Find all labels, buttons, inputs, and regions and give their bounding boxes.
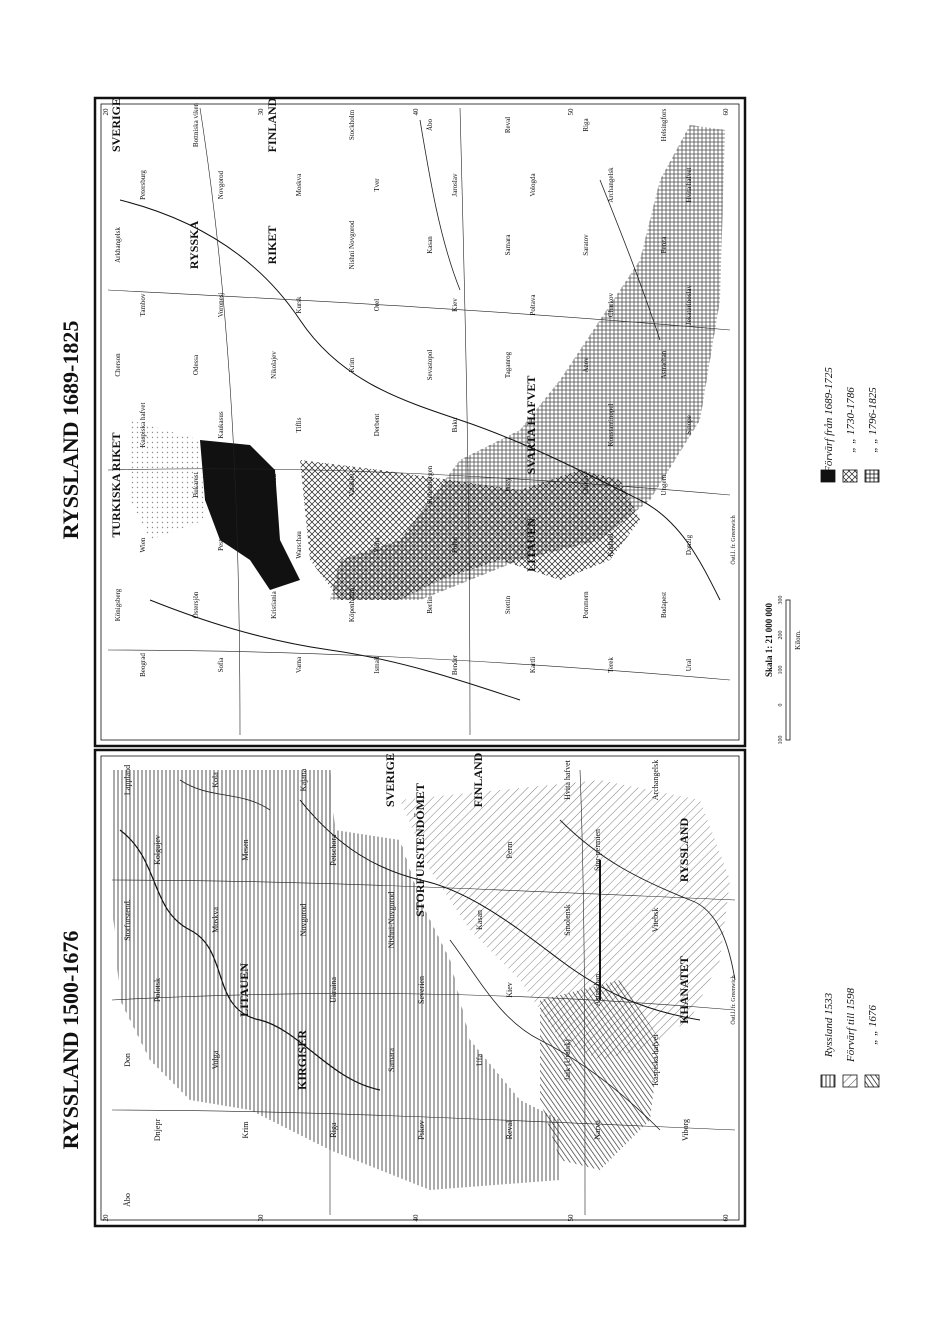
scale-bar bbox=[786, 600, 790, 740]
map-label: Stor-permien bbox=[593, 828, 602, 872]
map-label: Moldau bbox=[270, 474, 278, 496]
grid-label: 60 bbox=[722, 108, 730, 116]
map-label: Petschora bbox=[329, 834, 338, 866]
map-label: Novgorod bbox=[217, 170, 225, 200]
map-label: Kurland bbox=[607, 533, 615, 557]
legend-swatch bbox=[865, 1075, 879, 1087]
legend-swatch bbox=[843, 1075, 857, 1087]
map-label: Sofia bbox=[217, 657, 225, 673]
map-label: Astrachan bbox=[660, 350, 668, 380]
map-label: Kursk bbox=[295, 296, 303, 314]
map-label: Berlin bbox=[426, 596, 434, 614]
map-label: Stockholm bbox=[348, 109, 356, 141]
map-label: Beograd bbox=[139, 653, 147, 677]
map-label: Nikolajev bbox=[270, 351, 278, 379]
legend-swatch bbox=[843, 470, 857, 482]
map-label: Nishni Novgorod bbox=[348, 220, 356, 270]
map-label: Samara bbox=[504, 234, 512, 256]
map-label: Pskov bbox=[417, 1120, 426, 1140]
map-label: Vitebsk bbox=[651, 907, 660, 933]
map-label: Moskva bbox=[211, 907, 220, 933]
map-label: LITAUEN bbox=[237, 963, 251, 1017]
legend-label: „ „ 1796-1825 bbox=[867, 387, 879, 453]
map-label: Perm bbox=[505, 841, 514, 859]
grid-label: 50 bbox=[567, 108, 575, 116]
map-label: Krim bbox=[348, 357, 356, 373]
map-label: Östersjön bbox=[192, 591, 200, 619]
map-label: Kaukasus bbox=[217, 411, 225, 439]
map-label: Archangelsk bbox=[607, 167, 615, 203]
map-label: TURKISKA RIKET bbox=[109, 432, 123, 538]
map-label: Voronesj bbox=[217, 292, 225, 318]
grid-label: 20 bbox=[102, 1214, 110, 1222]
map-label: Kola bbox=[211, 772, 220, 788]
map-label: Smolensk bbox=[563, 904, 572, 936]
map-label: Kajana bbox=[299, 768, 308, 792]
map-label: Arkhangelsk bbox=[114, 227, 122, 263]
map-label: Moskva bbox=[295, 173, 303, 197]
map-label: RYSSLAND bbox=[677, 817, 691, 883]
map-label: Storfurstend. bbox=[123, 899, 132, 941]
map-label: Jaik (Uralsk) bbox=[563, 1039, 572, 1081]
map-label: Danzig bbox=[685, 534, 693, 556]
map-label: Severien bbox=[417, 976, 426, 1004]
map-label: Bottniska viken bbox=[192, 102, 200, 148]
grid-label: 20 bbox=[102, 108, 110, 116]
map-label: Åbo bbox=[123, 1193, 132, 1207]
map-label: Hvita hafvet bbox=[563, 760, 572, 800]
map-label: Viborg bbox=[681, 1118, 690, 1142]
map-label: Budapest bbox=[660, 591, 668, 619]
map-label: Dnjepr bbox=[153, 1118, 162, 1142]
map-label: Sinope bbox=[685, 415, 693, 435]
map-label: Krim bbox=[241, 1121, 250, 1139]
map-label: Astrachan bbox=[593, 973, 602, 1007]
map-label: Åbo bbox=[426, 118, 434, 132]
map-label: RYSSKA bbox=[187, 220, 201, 270]
map-label: Konstantinopel bbox=[607, 403, 615, 447]
map-label: Bukarest bbox=[192, 472, 200, 498]
map-label: RIKET bbox=[265, 225, 279, 265]
map-label: LITAUEN bbox=[524, 518, 538, 572]
map-label: Orel bbox=[373, 298, 381, 312]
map-label: Kaspiska hafvet bbox=[139, 402, 147, 448]
map-label: Königsberg bbox=[114, 588, 122, 622]
map-label: Riga bbox=[582, 118, 590, 132]
map-label: Tambov bbox=[139, 293, 147, 317]
map-label: Stettin bbox=[504, 595, 512, 615]
map-label: FINLAND bbox=[265, 97, 279, 153]
legend-swatch bbox=[865, 470, 879, 482]
map-title: RYSSLAND 1689-1825 bbox=[58, 320, 83, 540]
map-label: Nishni-Novgorod bbox=[387, 891, 396, 949]
map-label: Pommern bbox=[582, 591, 590, 619]
map-label: Wien bbox=[139, 537, 147, 553]
map-label: Ismail bbox=[373, 656, 381, 674]
legend-swatch bbox=[821, 1075, 835, 1087]
map-label: SVERIGE bbox=[109, 97, 123, 153]
scale-title: Skala 1: 21 000 000 bbox=[764, 602, 774, 678]
grid-label: 30 bbox=[257, 108, 265, 116]
map-label: Warschau bbox=[295, 531, 303, 559]
map-label: Volga bbox=[211, 1050, 220, 1070]
map-label: Helsingfors bbox=[660, 108, 668, 142]
scale-tick: 200 bbox=[778, 630, 784, 640]
map-label: FINLAND bbox=[471, 752, 485, 808]
grid-label: 30 bbox=[257, 1214, 265, 1222]
map-label: KHANATET bbox=[677, 956, 691, 1024]
map-label: Kolgujev bbox=[153, 835, 162, 865]
map-label: Siebenbürgen bbox=[426, 465, 434, 505]
map-label: Archangelsk bbox=[651, 759, 660, 801]
map-label: Valakiet bbox=[348, 473, 356, 497]
map-label: Kiev bbox=[451, 298, 459, 312]
legend-label: „ „ 1730-1786 bbox=[845, 387, 857, 453]
map-label: Mesen bbox=[241, 839, 250, 861]
grid-label: 40 bbox=[412, 108, 420, 116]
map-label: Polen bbox=[451, 537, 459, 553]
legend-label: Ryssland 1533 bbox=[823, 992, 835, 1058]
map-label: Köpenhamn bbox=[348, 587, 356, 623]
legend-label: Förvärf från 1689-1725 bbox=[823, 367, 835, 473]
map-label: Poltava bbox=[529, 294, 537, 316]
map-label: Kiev bbox=[505, 982, 514, 998]
map-label: Hvita hafvet bbox=[685, 167, 693, 203]
map-label: STORFURSTENDÖMET bbox=[413, 783, 427, 917]
map-label: Penza bbox=[660, 236, 668, 254]
map-1689-1825 bbox=[95, 98, 745, 746]
map-label: Charkov bbox=[607, 292, 615, 318]
map-label: Riga bbox=[329, 1122, 338, 1138]
map-label: Cherson bbox=[114, 353, 122, 377]
map-label: Varna bbox=[295, 656, 303, 674]
map-label: Reval bbox=[504, 116, 512, 134]
map-title: RYSSLAND 1500-1676 bbox=[58, 930, 83, 1150]
map-label: Ungern bbox=[660, 474, 668, 496]
map-label: Chotin bbox=[582, 475, 590, 495]
scale-tick: 300 bbox=[778, 595, 784, 605]
map-label: Don bbox=[123, 1053, 132, 1067]
legend-label: Förvärf till 1598 bbox=[845, 988, 857, 1062]
map-label: Vilna bbox=[373, 537, 381, 553]
map-label: Vologda bbox=[529, 173, 537, 197]
map-label: Samara bbox=[387, 1048, 396, 1072]
map-label: Kaspiska hafvet bbox=[651, 1034, 660, 1086]
greenwich-note: Östl.l. fr. Greenwich bbox=[731, 515, 737, 565]
scale-tick: 100 bbox=[778, 735, 784, 745]
map-label: Tiflis bbox=[295, 417, 303, 433]
map-label: KIRGISER bbox=[295, 1029, 309, 1091]
map-label: Tver bbox=[373, 178, 381, 192]
map-label: Narva bbox=[593, 1120, 602, 1140]
map-label: Azov bbox=[582, 357, 590, 373]
map-label: Baku bbox=[451, 417, 459, 433]
map-label: Kristiania bbox=[270, 591, 278, 619]
map-label: Jaroslav bbox=[451, 173, 459, 197]
map-label: Kasan bbox=[426, 236, 434, 254]
scale-unit: Kilom. bbox=[794, 630, 802, 650]
map-label: Odessa bbox=[192, 354, 200, 376]
legend-label: „ „ 1676 bbox=[867, 1005, 879, 1045]
grid-label: 40 bbox=[412, 1214, 420, 1222]
map-label: Petersburg bbox=[139, 170, 147, 200]
map-label: SVERIGE bbox=[383, 752, 397, 808]
map-label: Terek bbox=[607, 657, 615, 673]
map-label: Kartli bbox=[529, 656, 537, 674]
map-label: Saratov bbox=[582, 234, 590, 256]
map-label: Reval bbox=[505, 1120, 514, 1140]
map-label: Ural bbox=[685, 658, 693, 672]
scale-tick: 0 bbox=[778, 703, 784, 707]
map-label: Bender bbox=[451, 654, 459, 676]
map-label: Sevastopol bbox=[426, 349, 434, 381]
grid-label: 60 bbox=[722, 1214, 730, 1222]
map-label: Pest bbox=[217, 539, 225, 551]
acquisition-1689-1725 bbox=[200, 440, 300, 590]
map-label: Jekaterinoslav bbox=[685, 284, 693, 326]
greenwich-note: Östl.l. fr. Greenwich bbox=[731, 975, 737, 1025]
map-label: Kasan bbox=[475, 910, 484, 930]
map-label: Ufa bbox=[475, 1054, 484, 1066]
map-label: SVARTA HAFVET bbox=[524, 375, 538, 475]
grid-label: 50 bbox=[567, 1214, 575, 1222]
map-label: Lappland bbox=[123, 764, 132, 796]
map-label: Jassy bbox=[504, 477, 512, 493]
map-label: Polotsk bbox=[153, 977, 162, 1003]
map-label: Taganrog bbox=[504, 351, 512, 379]
map-label: Ukraina bbox=[329, 977, 338, 1003]
map-label: Derbent bbox=[373, 413, 381, 437]
scale-tick: 100 bbox=[778, 665, 784, 675]
map-label: Novgorod bbox=[299, 903, 308, 937]
